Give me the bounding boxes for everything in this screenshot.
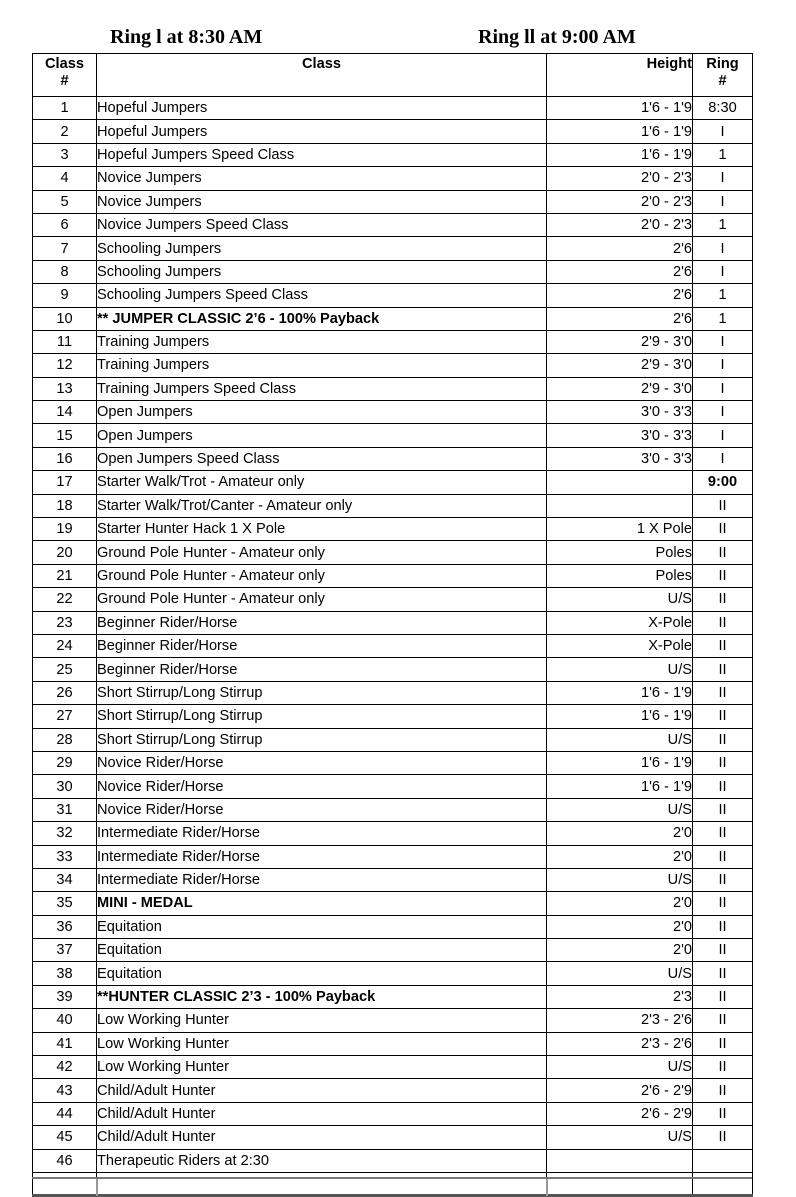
ring-cell: II	[693, 1056, 753, 1079]
table-row	[33, 845, 753, 868]
class-name-cell: Child/Adult Hunter	[97, 1079, 547, 1102]
class-name-cell: Child/Adult Hunter	[97, 1126, 547, 1149]
class-number-cell: 18	[33, 494, 97, 517]
class-name-cell: Intermediate Rider/Horse	[97, 868, 547, 891]
table-row	[33, 564, 753, 587]
table-row	[33, 260, 753, 283]
table-row	[33, 447, 753, 470]
schedule-rows	[33, 97, 753, 1196]
class-number-cell: 44	[33, 1102, 97, 1125]
class-number-cell: 15	[33, 424, 97, 447]
class-number-cell: 45	[33, 1126, 97, 1149]
ring-cell: 1	[693, 307, 753, 330]
class-name-cell: Training Jumpers Speed Class	[97, 377, 547, 400]
class-name-cell: Open Jumpers	[97, 401, 547, 424]
class-name-cell: Ground Pole Hunter - Amateur only	[97, 541, 547, 564]
ring-cell: II	[693, 728, 753, 751]
ring-cell: 1	[693, 213, 753, 236]
ring-cell: II	[693, 494, 753, 517]
class-name-cell: Intermediate Rider/Horse	[97, 822, 547, 845]
class-name-header: Class	[97, 54, 547, 97]
table-row	[33, 658, 753, 681]
class-number-header-line2: #	[60, 73, 69, 89]
height-cell: 2'3	[547, 985, 693, 1008]
table-row	[33, 634, 753, 657]
ring-cell: I	[693, 190, 753, 213]
table-row	[33, 213, 753, 236]
height-cell: U/S	[547, 868, 693, 891]
ring-cell: II	[693, 634, 753, 657]
table-row	[33, 728, 753, 751]
table-row	[33, 237, 753, 260]
class-number-cell: 28	[33, 728, 97, 751]
table-row	[33, 307, 753, 330]
table-row	[33, 1009, 753, 1032]
class-name-cell: Novice Rider/Horse	[97, 751, 547, 774]
class-name-cell: Intermediate Rider/Horse	[97, 845, 547, 868]
class-name-cell: Novice Jumpers	[97, 167, 547, 190]
table-row	[33, 985, 753, 1008]
ring-cell: II	[693, 681, 753, 704]
height-cell: 1'6 - 1'9	[547, 120, 693, 143]
class-number-cell: 5	[33, 190, 97, 213]
class-number-cell: 3	[33, 143, 97, 166]
header-row	[33, 54, 753, 97]
class-name-cell: Starter Walk/Trot/Canter - Amateur only	[97, 494, 547, 517]
height-cell: 2'6	[547, 307, 693, 330]
ring-cell: I	[693, 447, 753, 470]
class-name-cell: Hopeful Jumpers	[97, 97, 547, 120]
empty-cell	[693, 1172, 753, 1195]
ring-cell: II	[693, 915, 753, 938]
class-name-cell: Beginner Rider/Horse	[97, 658, 547, 681]
class-number-cell: 9	[33, 284, 97, 307]
class-number-cell: 12	[33, 354, 97, 377]
height-cell: 2'0	[547, 845, 693, 868]
height-header: Height	[547, 54, 693, 97]
ring-cell: II	[693, 611, 753, 634]
ring-cell: II	[693, 541, 753, 564]
class-number-cell: 32	[33, 822, 97, 845]
height-cell: U/S	[547, 588, 693, 611]
table-row	[33, 868, 753, 891]
class-number-header	[33, 54, 97, 97]
ring-cell: II	[693, 658, 753, 681]
ring-cell: II	[693, 1102, 753, 1125]
ring-cell: II	[693, 1126, 753, 1149]
table-row	[33, 822, 753, 845]
table-row	[33, 471, 753, 494]
ring-cell: II	[693, 939, 753, 962]
class-name-cell: **HUNTER CLASSIC 2’3 - 100% Payback	[97, 985, 547, 1008]
table-row	[33, 143, 753, 166]
table-row	[33, 190, 753, 213]
height-cell	[547, 1149, 693, 1172]
class-number-cell: 31	[33, 798, 97, 821]
ring-cell: II	[693, 868, 753, 891]
table-row	[33, 494, 753, 517]
class-number-cell: 6	[33, 213, 97, 236]
class-number-cell: 19	[33, 518, 97, 541]
height-cell: 2'3 - 2'6	[547, 1009, 693, 1032]
bottom-rule	[32, 1177, 752, 1179]
class-name-cell: Novice Rider/Horse	[97, 775, 547, 798]
class-number-cell: 23	[33, 611, 97, 634]
height-cell: 3'0 - 3'3	[547, 401, 693, 424]
class-name-cell: Equitation	[97, 962, 547, 985]
table-row	[33, 1149, 753, 1172]
height-cell: 2'9 - 3'0	[547, 354, 693, 377]
class-name-cell: Short Stirrup/Long Stirrup	[97, 705, 547, 728]
ring-cell: II	[693, 798, 753, 821]
ring-cell: II	[693, 564, 753, 587]
height-cell: U/S	[547, 1126, 693, 1149]
divider-stub	[96, 1179, 98, 1196]
ring-cell: I	[693, 377, 753, 400]
class-name-cell: Novice Jumpers	[97, 190, 547, 213]
class-number-cell: 39	[33, 985, 97, 1008]
height-cell	[547, 471, 693, 494]
ring-cell: 1	[693, 143, 753, 166]
ring-cell: I	[693, 424, 753, 447]
table-row	[33, 611, 753, 634]
class-number-cell: 34	[33, 868, 97, 891]
height-cell: 2'0 - 2'3	[547, 213, 693, 236]
class-number-cell: 36	[33, 915, 97, 938]
height-cell: 2'6 - 2'9	[547, 1079, 693, 1102]
height-cell: 2'0	[547, 915, 693, 938]
class-number-cell: 17	[33, 471, 97, 494]
ring-header-line2: #	[718, 73, 727, 89]
height-cell: U/S	[547, 1056, 693, 1079]
ring-cell: II	[693, 1009, 753, 1032]
ring-cell: 8:30	[693, 97, 753, 120]
ring-cell: II	[693, 985, 753, 1008]
class-number-cell: 30	[33, 775, 97, 798]
class-name-cell: Training Jumpers	[97, 330, 547, 353]
height-cell: U/S	[547, 798, 693, 821]
height-cell: Poles	[547, 564, 693, 587]
class-name-cell: Low Working Hunter	[97, 1032, 547, 1055]
table-row	[33, 588, 753, 611]
ring-cell	[693, 1149, 753, 1172]
class-name-cell: Beginner Rider/Horse	[97, 634, 547, 657]
class-name-cell: Training Jumpers	[97, 354, 547, 377]
table-row	[33, 751, 753, 774]
ring-cell: I	[693, 260, 753, 283]
class-name-cell: Short Stirrup/Long Stirrup	[97, 728, 547, 751]
class-number-cell: 33	[33, 845, 97, 868]
class-name-cell: Schooling Jumpers	[97, 260, 547, 283]
ring-cell: II	[693, 588, 753, 611]
ring-cell: II	[693, 962, 753, 985]
ring-cell: II	[693, 751, 753, 774]
class-number-cell: 13	[33, 377, 97, 400]
height-cell: X-Pole	[547, 611, 693, 634]
height-cell: 2'6	[547, 260, 693, 283]
class-number-cell: 37	[33, 939, 97, 962]
ring-cell: I	[693, 237, 753, 260]
table-row	[33, 541, 753, 564]
class-name-cell: ** JUMPER CLASSIC 2’6 - 100% Payback	[97, 307, 547, 330]
height-cell: 1'6 - 1'9	[547, 775, 693, 798]
class-name-cell: Equitation	[97, 915, 547, 938]
class-number-cell: 46	[33, 1149, 97, 1172]
ring-cell: I	[693, 401, 753, 424]
ring-cell: I	[693, 167, 753, 190]
class-number-cell: 7	[33, 237, 97, 260]
table-row	[33, 97, 753, 120]
ring-cell: II	[693, 892, 753, 915]
ring-cell: II	[693, 1079, 753, 1102]
class-number-cell: 24	[33, 634, 97, 657]
table-row	[33, 401, 753, 424]
height-cell: 2'9 - 3'0	[547, 377, 693, 400]
height-cell: 3'0 - 3'3	[547, 447, 693, 470]
class-name-cell: Ground Pole Hunter - Amateur only	[97, 588, 547, 611]
class-name-cell: Starter Walk/Trot - Amateur only	[97, 471, 547, 494]
class-name-cell: Low Working Hunter	[97, 1009, 547, 1032]
class-number-header-line1: Class	[45, 56, 84, 72]
class-name-cell: Starter Hunter Hack 1 X Pole	[97, 518, 547, 541]
class-name-cell: Schooling Jumpers	[97, 237, 547, 260]
class-number-cell: 41	[33, 1032, 97, 1055]
height-cell: 2'0 - 2'3	[547, 190, 693, 213]
ring-header	[693, 54, 753, 97]
ring-cell: II	[693, 775, 753, 798]
class-number-cell: 10	[33, 307, 97, 330]
class-name-cell: Schooling Jumpers Speed Class	[97, 284, 547, 307]
table-row	[33, 1126, 753, 1149]
height-cell: 2'6 - 2'9	[547, 1102, 693, 1125]
ring-cell: II	[693, 518, 753, 541]
height-cell: 3'0 - 3'3	[547, 424, 693, 447]
height-cell: 1'6 - 1'9	[547, 97, 693, 120]
table-row	[33, 167, 753, 190]
height-cell: 1'6 - 1'9	[547, 705, 693, 728]
class-number-cell: 1	[33, 97, 97, 120]
ring-cell: 1	[693, 284, 753, 307]
height-cell: 2'0 - 2'3	[547, 167, 693, 190]
class-name-cell: Hopeful Jumpers	[97, 120, 547, 143]
height-cell: 1 X Pole	[547, 518, 693, 541]
height-cell: 2'6	[547, 284, 693, 307]
table-row	[33, 1102, 753, 1125]
divider-stub	[546, 1179, 548, 1196]
class-number-cell: 2	[33, 120, 97, 143]
ring-two-heading: Ring ll at 9:00 AM	[478, 26, 636, 48]
class-name-cell: Open Jumpers Speed Class	[97, 447, 547, 470]
class-number-cell: 35	[33, 892, 97, 915]
height-cell: 2'6	[547, 237, 693, 260]
class-name-cell: Open Jumpers	[97, 424, 547, 447]
table-row	[33, 775, 753, 798]
ring-cell: II	[693, 1032, 753, 1055]
class-number-cell: 27	[33, 705, 97, 728]
table-row	[33, 424, 753, 447]
table-row	[33, 798, 753, 821]
table-row	[33, 705, 753, 728]
class-number-cell: 40	[33, 1009, 97, 1032]
height-cell: 2'9 - 3'0	[547, 330, 693, 353]
ring-cell: II	[693, 822, 753, 845]
class-name-cell: Low Working Hunter	[97, 1056, 547, 1079]
ring-one-heading: Ring l at 8:30 AM	[110, 26, 263, 48]
class-name-cell: Short Stirrup/Long Stirrup	[97, 681, 547, 704]
empty-row	[33, 1172, 753, 1195]
ring-cell: I	[693, 330, 753, 353]
class-name-cell: Novice Rider/Horse	[97, 798, 547, 821]
class-number-cell: 22	[33, 588, 97, 611]
class-number-cell: 4	[33, 167, 97, 190]
class-number-cell: 26	[33, 681, 97, 704]
empty-cell	[547, 1172, 693, 1195]
table-row	[33, 962, 753, 985]
class-number-cell: 38	[33, 962, 97, 985]
ring-cell: I	[693, 354, 753, 377]
table-row	[33, 518, 753, 541]
table-row	[33, 330, 753, 353]
height-cell: U/S	[547, 962, 693, 985]
height-cell: 1'6 - 1'9	[547, 143, 693, 166]
height-cell	[547, 494, 693, 517]
height-cell: Poles	[547, 541, 693, 564]
class-name-cell: Ground Pole Hunter - Amateur only	[97, 564, 547, 587]
height-cell: 2'3 - 2'6	[547, 1032, 693, 1055]
empty-cell	[97, 1172, 547, 1195]
class-name-cell: Child/Adult Hunter	[97, 1102, 547, 1125]
class-name-cell: Beginner Rider/Horse	[97, 611, 547, 634]
table-row	[33, 915, 753, 938]
class-number-cell: 29	[33, 751, 97, 774]
height-cell: U/S	[547, 658, 693, 681]
table-row	[33, 1079, 753, 1102]
class-schedule-table	[32, 53, 753, 1197]
class-number-cell: 20	[33, 541, 97, 564]
class-number-cell: 14	[33, 401, 97, 424]
ring-cell: II	[693, 845, 753, 868]
class-number-cell: 8	[33, 260, 97, 283]
table-row	[33, 377, 753, 400]
table-row	[33, 1032, 753, 1055]
height-cell: 2'0	[547, 822, 693, 845]
height-cell: 2'0	[547, 892, 693, 915]
table-row	[33, 284, 753, 307]
class-number-cell: 43	[33, 1079, 97, 1102]
height-cell: X-Pole	[547, 634, 693, 657]
table-row	[33, 1056, 753, 1079]
table-row	[33, 120, 753, 143]
class-name-cell: MINI - MEDAL	[97, 892, 547, 915]
class-name-cell: Novice Jumpers Speed Class	[97, 213, 547, 236]
ring-cell: 9:00	[693, 471, 753, 494]
class-number-cell: 16	[33, 447, 97, 470]
class-number-cell: 11	[33, 330, 97, 353]
height-cell: 2'0	[547, 939, 693, 962]
empty-cell	[33, 1172, 97, 1195]
ring-cell: I	[693, 120, 753, 143]
ring-cell: II	[693, 705, 753, 728]
class-number-cell: 21	[33, 564, 97, 587]
table-row	[33, 892, 753, 915]
height-cell: U/S	[547, 728, 693, 751]
class-name-cell: Equitation	[97, 939, 547, 962]
height-cell: 1'6 - 1'9	[547, 681, 693, 704]
class-number-cell: 42	[33, 1056, 97, 1079]
class-name-cell: Hopeful Jumpers Speed Class	[97, 143, 547, 166]
table-row	[33, 354, 753, 377]
ring-header-line1: Ring	[706, 56, 739, 72]
table-row	[33, 681, 753, 704]
class-name-cell: Therapeutic Riders at 2:30	[97, 1149, 547, 1172]
table-row	[33, 939, 753, 962]
height-cell: 1'6 - 1'9	[547, 751, 693, 774]
class-number-cell: 25	[33, 658, 97, 681]
